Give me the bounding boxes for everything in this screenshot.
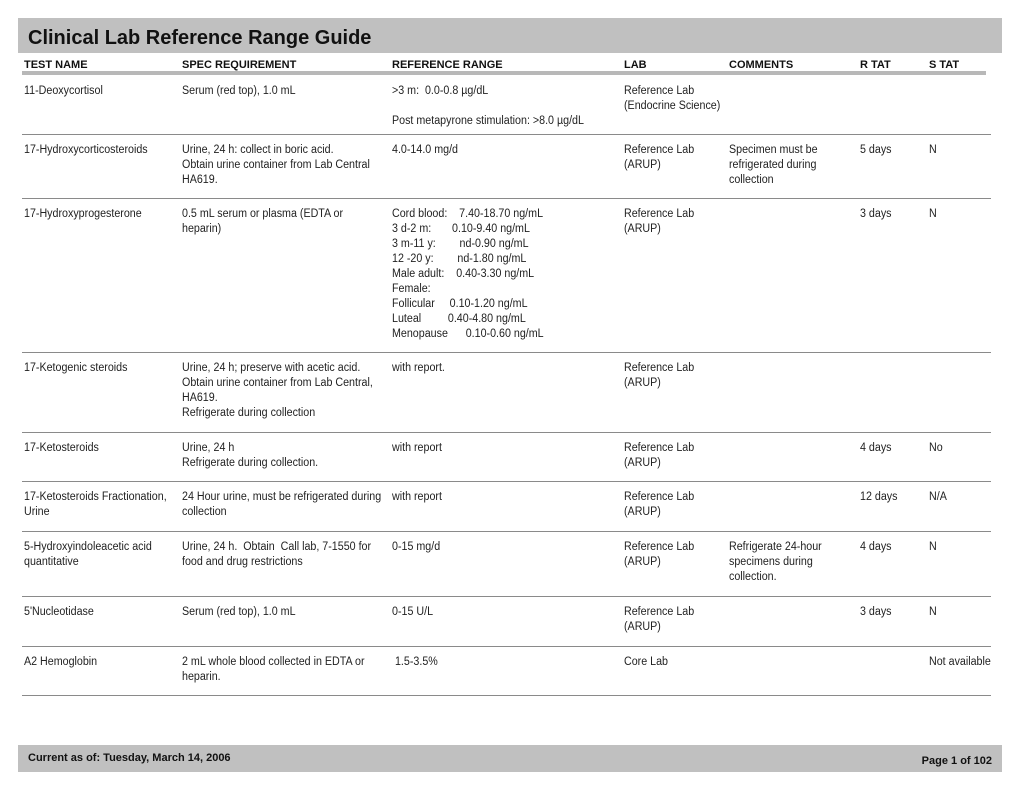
cell-s-tat: N xyxy=(929,541,937,553)
cell-comments: Refrigerate 24-hour specimens during collection. xyxy=(729,541,822,583)
column-header-s-tat: S TAT xyxy=(929,59,960,71)
cell-test-name: 5-Hydroxyindoleacetic acid quantitative xyxy=(24,541,152,568)
cell-lab: Reference Lab (ARUP) xyxy=(624,144,695,171)
column-header-comments: COMMENTS xyxy=(729,59,794,71)
column-header-test-name: TEST NAME xyxy=(24,59,88,71)
table-row xyxy=(22,532,991,597)
table-row xyxy=(22,353,991,433)
cell-test-name: 17-Hydroxyprogesterone xyxy=(24,208,142,220)
cell-spec-requirement: Urine, 24 h; preserve with acetic acid. Obtain urine container from Lab Central, HA619. Refrigerate during collection xyxy=(182,362,373,419)
cell-spec-requirement: Urine, 24 h. Obtain Call lab, 7-1550 for food and drug restrictions xyxy=(182,541,372,568)
cell-s-tat: N/A xyxy=(929,491,947,503)
cell-reference-range: Cord blood: 7.40-18.70 ng/mL 3 d-2 m: 0.10-9.40 ng/mL 3 m-11 y: nd-0.90 ng/mL 12 -20 y: nd-1.80 ng/mL Male adult: 0.40-3.30 ng/mL Female: Follicular 0.10-1.20 ng/mL Luteal 0.40-4.80 ng/mL Menopause 0.10-0.60 ng/mL xyxy=(392,208,544,340)
cell-lab: Reference Lab (ARUP) xyxy=(624,362,695,389)
page-number: Page 1 of 102 xyxy=(921,755,992,767)
title-bar xyxy=(18,18,1002,53)
table-row xyxy=(22,482,991,532)
cell-reference-range: 0-15 mg/d xyxy=(392,541,441,553)
column-header-spec-requirement: SPEC REQUIREMENT xyxy=(182,59,297,71)
cell-r-tat: 4 days xyxy=(860,442,892,454)
cell-test-name: 17-Ketosteroids Fractionation, Urine xyxy=(24,491,167,518)
cell-r-tat: 12 days xyxy=(860,491,898,503)
cell-test-name: 17-Hydroxycorticosteroids xyxy=(24,144,148,156)
cell-lab: Reference Lab (Endocrine Science) xyxy=(624,85,721,112)
column-header-r-tat: R TAT xyxy=(860,59,891,71)
cell-reference-range: with report xyxy=(392,491,442,503)
cell-spec-requirement: Serum (red top), 1.0 mL xyxy=(182,85,296,97)
cell-reference-range: >3 m: 0.0-0.8 µg/dL Post metapyrone stimulation: >8.0 µg/dL xyxy=(392,85,584,127)
cell-lab: Reference Lab (ARUP) xyxy=(624,491,695,518)
cell-s-tat: No xyxy=(929,442,943,454)
cell-lab: Reference Lab (ARUP) xyxy=(624,208,695,235)
cell-reference-range: 0-15 U/L xyxy=(392,606,434,618)
cell-r-tat: 4 days xyxy=(860,541,892,553)
cell-reference-range: with report xyxy=(392,442,442,454)
cell-lab: Core Lab xyxy=(624,656,669,668)
table-row xyxy=(22,647,991,696)
cell-reference-range: with report. xyxy=(392,362,445,374)
header-underline xyxy=(22,71,986,75)
cell-reference-range: 1.5-3.5% xyxy=(392,656,438,668)
footer-bar xyxy=(18,745,1002,772)
cell-spec-requirement: Serum (red top), 1.0 mL xyxy=(182,606,296,618)
cell-spec-requirement: Urine, 24 h Refrigerate during collection. xyxy=(182,442,319,469)
cell-s-tat: Not available xyxy=(929,656,991,668)
cell-s-tat: N xyxy=(929,144,937,156)
cell-lab: Reference Lab (ARUP) xyxy=(624,541,695,568)
cell-spec-requirement: 2 mL whole blood collected in EDTA or heparin. xyxy=(182,656,365,683)
cell-test-name: 11-Deoxycortisol xyxy=(24,85,103,97)
cell-comments: Specimen must be refrigerated during collection xyxy=(729,144,818,186)
cell-r-tat: 3 days xyxy=(860,606,892,618)
table-row xyxy=(22,199,991,353)
cell-reference-range: 4.0-14.0 mg/d xyxy=(392,144,459,156)
cell-test-name: A2 Hemoglobin xyxy=(24,656,98,668)
current-as-of-date: Current as of: Tuesday, March 14, 2006 xyxy=(28,752,231,764)
cell-s-tat: N xyxy=(929,208,937,220)
cell-spec-requirement: 24 Hour urine, must be refrigerated during collection xyxy=(182,491,382,518)
cell-r-tat: 5 days xyxy=(860,144,892,156)
cell-test-name: 17-Ketogenic steroids xyxy=(24,362,128,374)
cell-spec-requirement: 0.5 mL serum or plasma (EDTA or heparin) xyxy=(182,208,344,235)
page-title: Clinical Lab Reference Range Guide xyxy=(28,27,372,49)
cell-r-tat: 3 days xyxy=(860,208,892,220)
table-row xyxy=(22,597,991,647)
column-header-lab: LAB xyxy=(624,59,647,71)
column-header-reference-range: REFERENCE RANGE xyxy=(392,59,503,71)
cell-s-tat: N xyxy=(929,606,937,618)
cell-lab: Reference Lab (ARUP) xyxy=(624,442,695,469)
table-row xyxy=(22,76,991,135)
table-row xyxy=(22,433,991,482)
cell-spec-requirement: Urine, 24 h: collect in boric acid. Obtain urine container from Lab Central HA619. xyxy=(182,144,370,186)
cell-lab: Reference Lab (ARUP) xyxy=(624,606,695,633)
table-row xyxy=(22,135,991,199)
cell-test-name: 17-Ketosteroids xyxy=(24,442,99,454)
cell-test-name: 5'Nucleotidase xyxy=(24,606,94,618)
